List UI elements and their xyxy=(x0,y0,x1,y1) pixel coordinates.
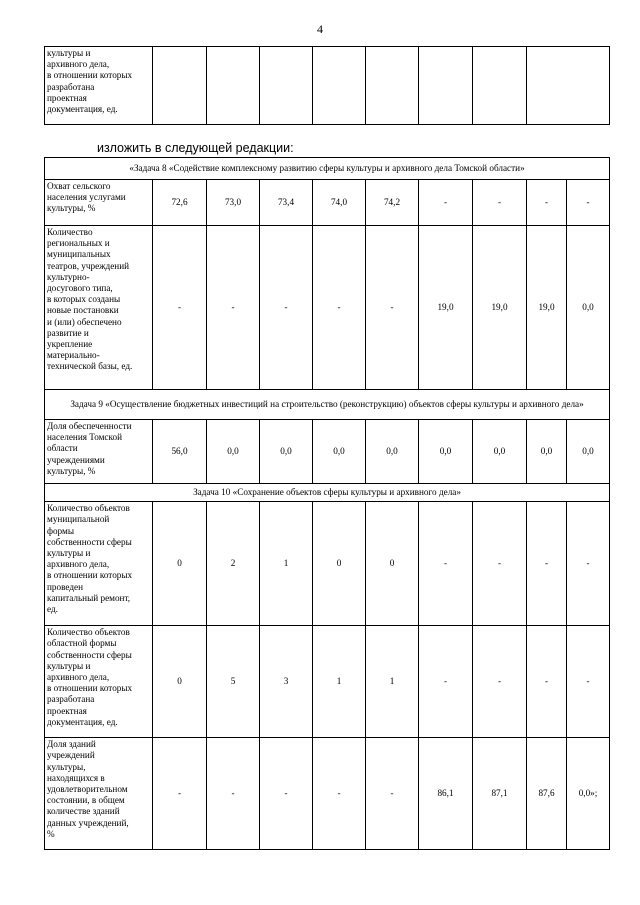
value-cell: 87,6 xyxy=(527,738,567,850)
page-number: 4 xyxy=(317,22,323,36)
previous-table-fragment xyxy=(44,46,610,125)
row-label: Охват сельского населения услугами культуры, % xyxy=(45,180,153,226)
value-cell xyxy=(473,47,527,125)
row-label: Доля зданий учреждений культуры, находящихся в удовлетворительном состоянии, в общем количестве зданий данных учреждений, % xyxy=(45,738,153,850)
value-cell: 0 xyxy=(153,626,207,738)
value-cell: 1 xyxy=(313,626,366,738)
value-cell xyxy=(207,47,260,125)
indicators-table xyxy=(44,157,610,850)
value-cell: 2 xyxy=(207,502,260,626)
value-cell: - xyxy=(473,180,527,226)
value-cell: 0,0 xyxy=(567,420,610,484)
value-cell: - xyxy=(567,180,610,226)
value-cell: - xyxy=(153,226,207,390)
value-cell xyxy=(313,47,366,125)
task-header: Задача 10 «Сохранение объектов сферы культуры и архивного дела» xyxy=(45,484,610,502)
value-cell: 0,0 xyxy=(366,420,419,484)
value-cell xyxy=(419,47,473,125)
value-cell: - xyxy=(527,626,567,738)
value-cell: - xyxy=(207,226,260,390)
value-cell: 73,4 xyxy=(260,180,313,226)
value-cell: 0,0 xyxy=(313,420,366,484)
value-cell: - xyxy=(153,738,207,850)
value-cell: 0 xyxy=(366,502,419,626)
value-cell: - xyxy=(567,626,610,738)
row-label: культуры и архивного дела, в отношении которых разработана проектная документация, ед. xyxy=(45,47,153,125)
value-cell xyxy=(153,47,207,125)
value-cell: - xyxy=(313,226,366,390)
value-cell: 86,1 xyxy=(419,738,473,850)
value-cell: 1 xyxy=(260,502,313,626)
value-cell: - xyxy=(419,626,473,738)
value-cell: 74,2 xyxy=(366,180,419,226)
value-cell: - xyxy=(260,226,313,390)
row-label: Количество региональных и муниципальных театров, учреждений культурно- досугового типа, в которых созданы новые постановки и (или) обеспечено развитие и укрепление материально- технической базы, ед. xyxy=(45,226,153,390)
task-header: Задача 9 «Осуществление бюджетных инвестиций на строительство (реконструкцию) объектов сферы культуры и архивного дела» xyxy=(45,390,610,420)
value-cell: - xyxy=(527,502,567,626)
value-cell: 74,0 xyxy=(313,180,366,226)
value-cell: 0,0 xyxy=(567,226,610,390)
value-cell: 0,0»; xyxy=(567,738,610,850)
value-cell: 0,0 xyxy=(207,420,260,484)
value-cell: 19,0 xyxy=(419,226,473,390)
value-cell: - xyxy=(527,180,567,226)
value-cell: - xyxy=(419,502,473,626)
row-label: Количество объектов муниципальной формы собственности сферы культуры и архивного дела, в отношении которых проведен капитальный ремонт, ед. xyxy=(45,502,153,626)
value-cell: 5 xyxy=(207,626,260,738)
value-cell: - xyxy=(567,502,610,626)
value-cell: 0,0 xyxy=(473,420,527,484)
value-cell: - xyxy=(366,738,419,850)
value-cell: 19,0 xyxy=(527,226,567,390)
value-cell: - xyxy=(260,738,313,850)
value-cell: 0,0 xyxy=(419,420,473,484)
value-cell xyxy=(260,47,313,125)
value-cell: 87,1 xyxy=(473,738,527,850)
value-cell: 0 xyxy=(153,502,207,626)
task-header: «Задача 8 «Содействие комплексному развитию сферы культуры и архивного дела Томской области» xyxy=(45,158,610,180)
value-cell: - xyxy=(366,226,419,390)
row-label: Доля обеспеченности населения Томской области учреждениями культуры, % xyxy=(45,420,153,484)
value-cell: 19,0 xyxy=(473,226,527,390)
value-cell: 0,0 xyxy=(527,420,567,484)
value-cell: - xyxy=(207,738,260,850)
value-cell: 73,0 xyxy=(207,180,260,226)
value-cell: 0 xyxy=(313,502,366,626)
value-cell: - xyxy=(313,738,366,850)
row-label: Количество объектов областной формы собственности сферы культуры и архивного дела, в отношении которых разработана проектная документация, ед. xyxy=(45,626,153,738)
value-cell: - xyxy=(473,502,527,626)
value-cell: 72,6 xyxy=(153,180,207,226)
value-cell: 3 xyxy=(260,626,313,738)
value-cell: 56,0 xyxy=(153,420,207,484)
value-cell: - xyxy=(419,180,473,226)
value-cell xyxy=(366,47,419,125)
value-cell xyxy=(527,47,610,125)
instruction-text: изложить в следующей редакции: xyxy=(97,141,294,155)
value-cell: 1 xyxy=(366,626,419,738)
value-cell: - xyxy=(473,626,527,738)
value-cell: 0,0 xyxy=(260,420,313,484)
